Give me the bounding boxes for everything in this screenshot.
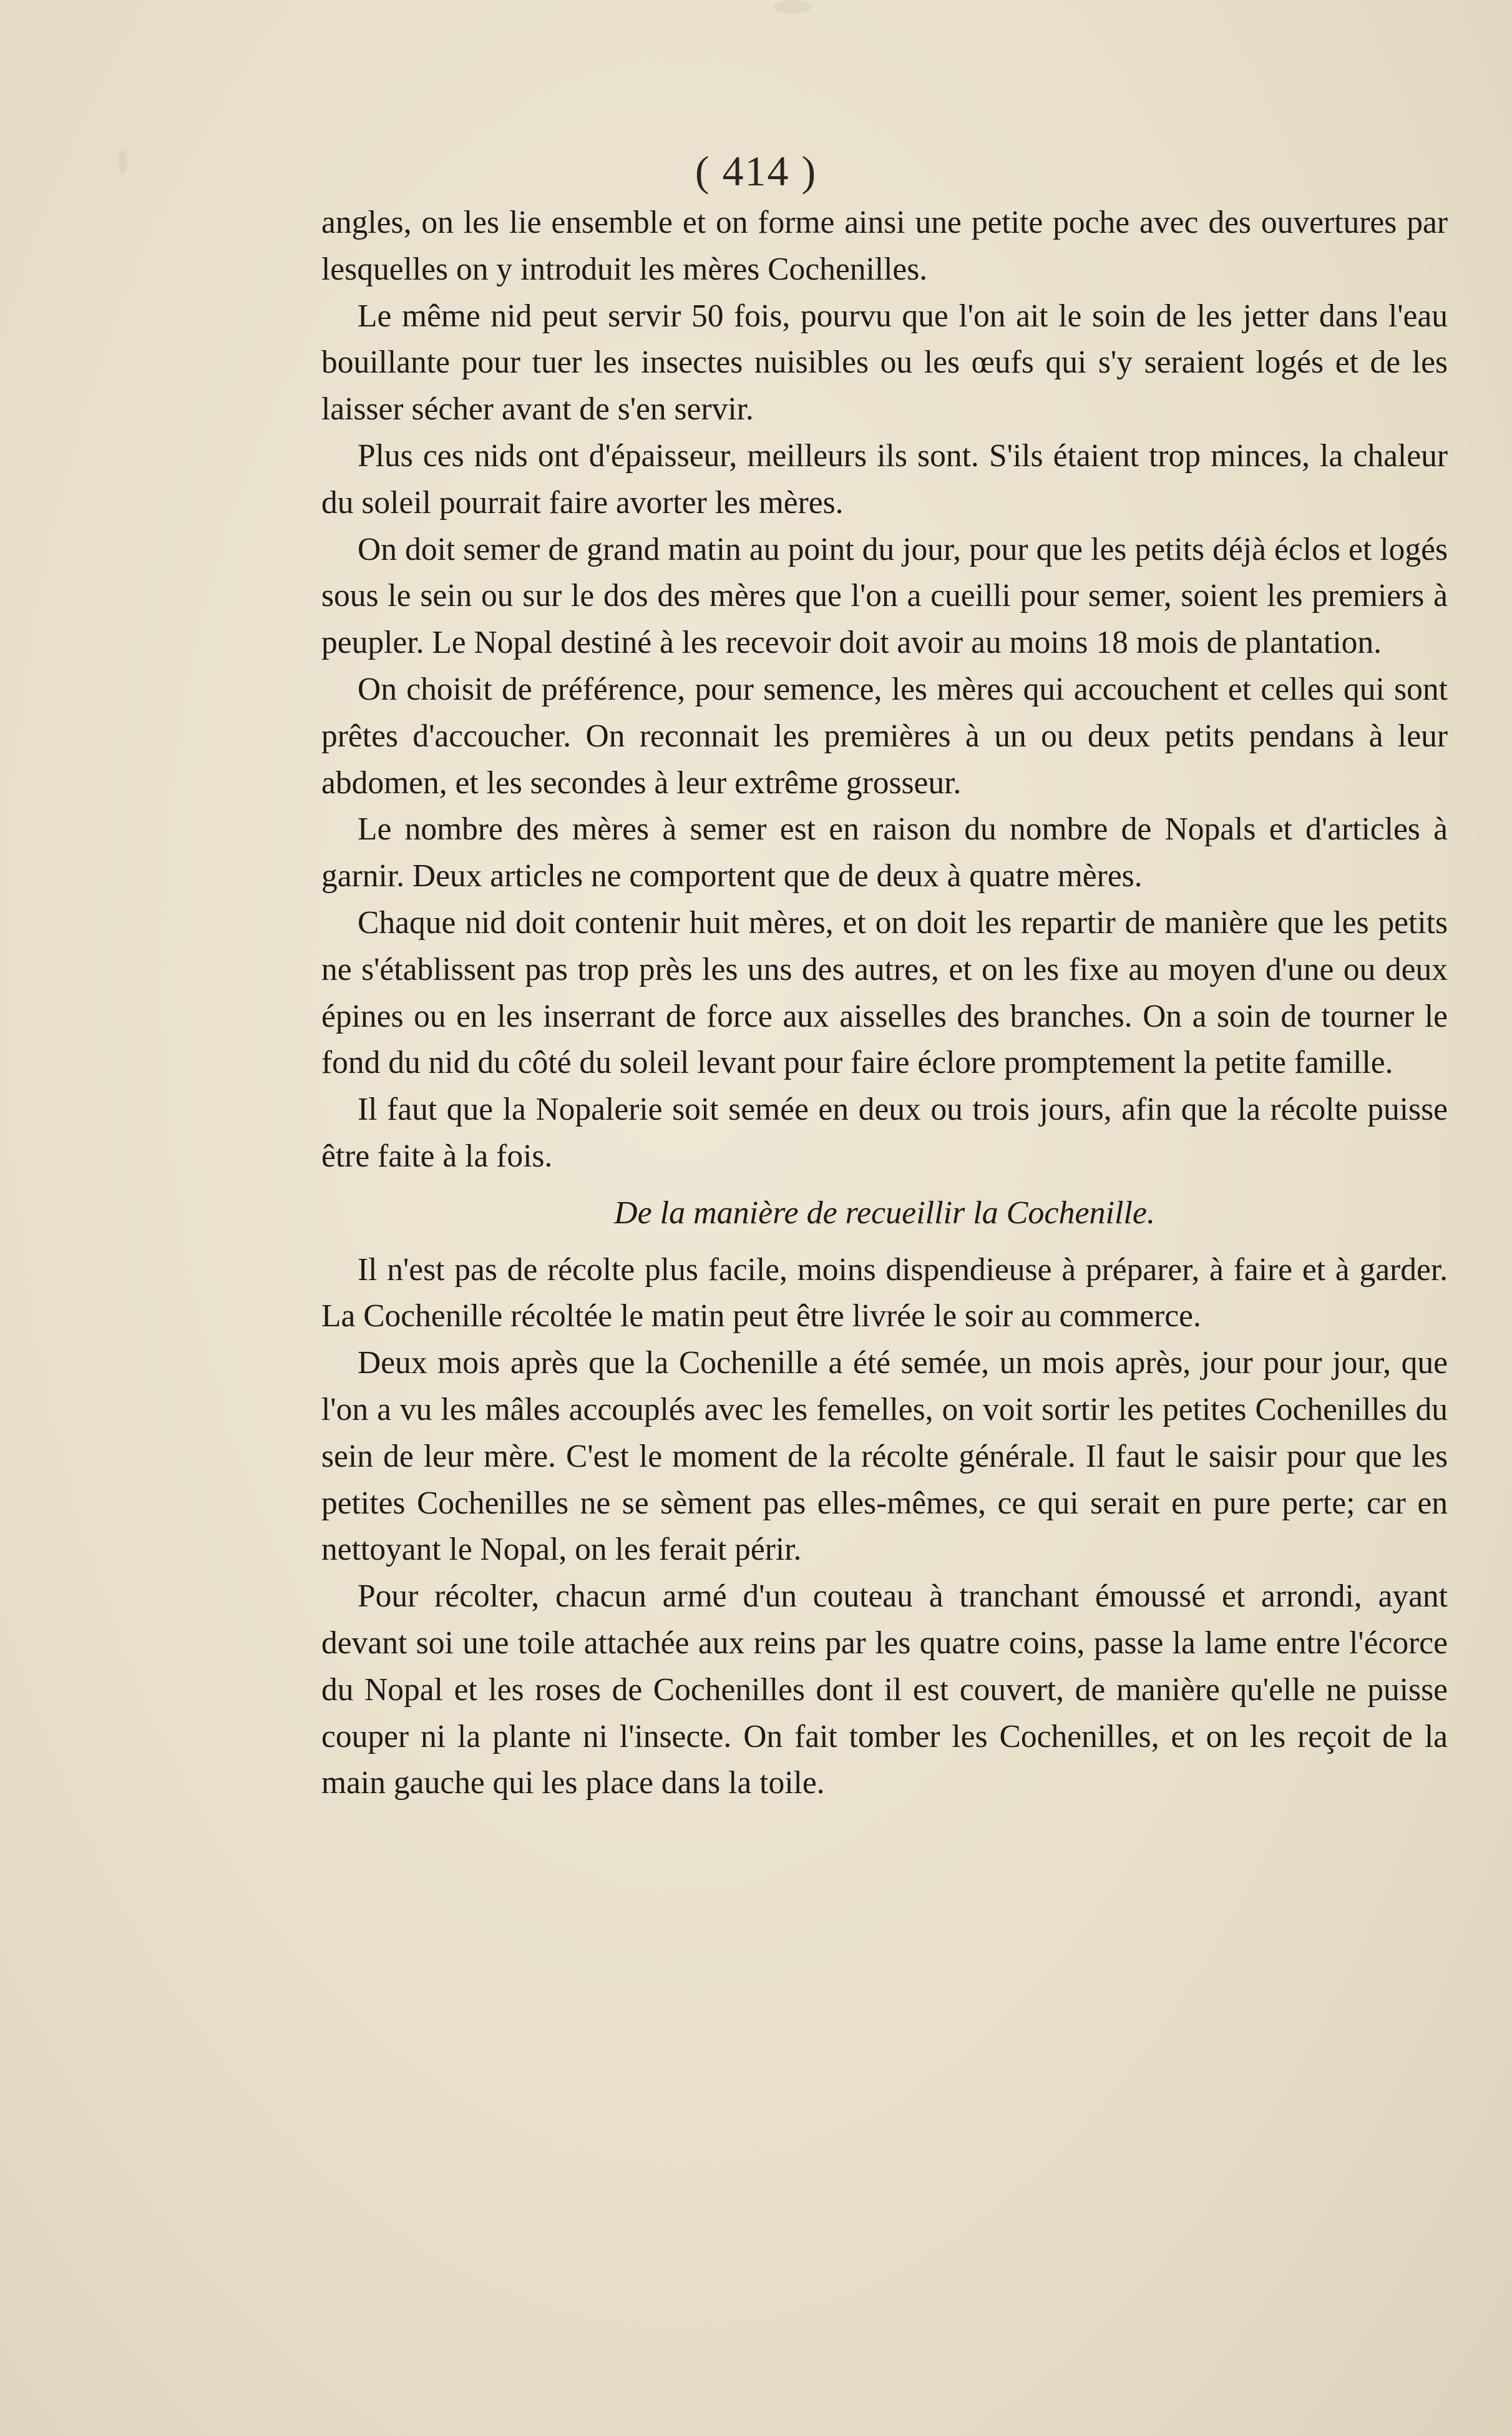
paragraph: angles, on les lie ensemble et on forme ainsi une petite poche avec des ouvertures par lesquelles on y introduit les mères Cochenilles.	[321, 205, 1448, 287]
paragraph: Plus ces nids ont d'épaisseur, meilleurs ils sont. S'ils étaient trop minces, la chaleur du soleil pourrait faire avorter les mères.	[321, 438, 1448, 521]
paragraph: On choisit de préférence, pour semence, les mères qui accouchent et celles qui sont prêtes d'accoucher. On reconnait les premières à un ou deux petits pendans à leur abdomen, et les secondes à leur extrême grosseur.	[321, 671, 1448, 801]
paragraph: On doit semer de grand matin au point du jour, pour que les petits déjà éclos et logés sous le sein ou sur le dos des mères que l'on a cueilli pour semer, soient les premiers à peupler. Le Nopal destiné à les recevoir doit avoir au moins 18 mois de plantation.	[321, 531, 1448, 661]
section-heading: De la manière de recueillir la Cochenille.	[614, 1195, 1155, 1231]
paper-stain	[774, 0, 811, 14]
paragraph: Il n'est pas de récolte plus facile, moins dispendieuse à préparer, à faire et à garder. La Cochenille récoltée le matin peut être livrée le soir au commerce.	[321, 1251, 1448, 1334]
paragraph: Le même nid peut servir 50 fois, pourvu que l'on ait le soin de les jetter dans l'eau bouillante pour tuer les insectes nuisibles ou les œufs qui s'y seraient logés et de les laisser sécher avant de s'en servir.	[321, 298, 1448, 428]
paragraph: Deux mois après que la Cochenille a été semée, un mois après, jour pour jour, que l'on a vu les mâles accouplés avec les femelles, on voit sortir les petites Cochenilles du sein de leur mère. C'est le moment de la récolte générale. Il faut le saisir pour que les petites Cochenilles ne se sèment pas elles-mêmes, ce qui serait en pure perte; car en nettoyant le Nopal, on les ferait périr.	[321, 1345, 1448, 1568]
paragraph: Il faut que la Nopalerie soit semée en deux ou trois jours, afin que la récolte puisse être faite à la fois.	[321, 1092, 1448, 1174]
body-text	[321, 200, 1448, 1807]
page-number: ( 414 )	[695, 147, 817, 195]
paragraph: Le nombre des mères à semer est en raison du nombre de Nopals et d'articles à garnir. Deux articles ne comportent que de deux à quatre mères.	[321, 811, 1448, 894]
paragraph: Chaque nid doit contenir huit mères, et on doit les repartir de manière que les petits ne s'établissent pas trop près les uns des autres, et on les fixe au moyen d'une ou deux épines ou en les inserrant de force aux aisselles des branches. On a soin de tourner le fond du nid du côté du soleil levant pour faire éclore promptement la petite famille.	[321, 904, 1448, 1081]
paragraph: Pour récolter, chacun armé d'un couteau à tranchant émoussé et arrondi, ayant devant soi une toile attachée aux reins par les quatre coins, passe la lame entre l'écorce du Nopal et les roses de Cochenilles dont il est couvert, de manière qu'elle ne puisse couper ni la plante ni l'insecte. On fait tomber les Cochenilles, et on les reçoit de la main gauche qui les place dans la toile.	[321, 1578, 1448, 1801]
